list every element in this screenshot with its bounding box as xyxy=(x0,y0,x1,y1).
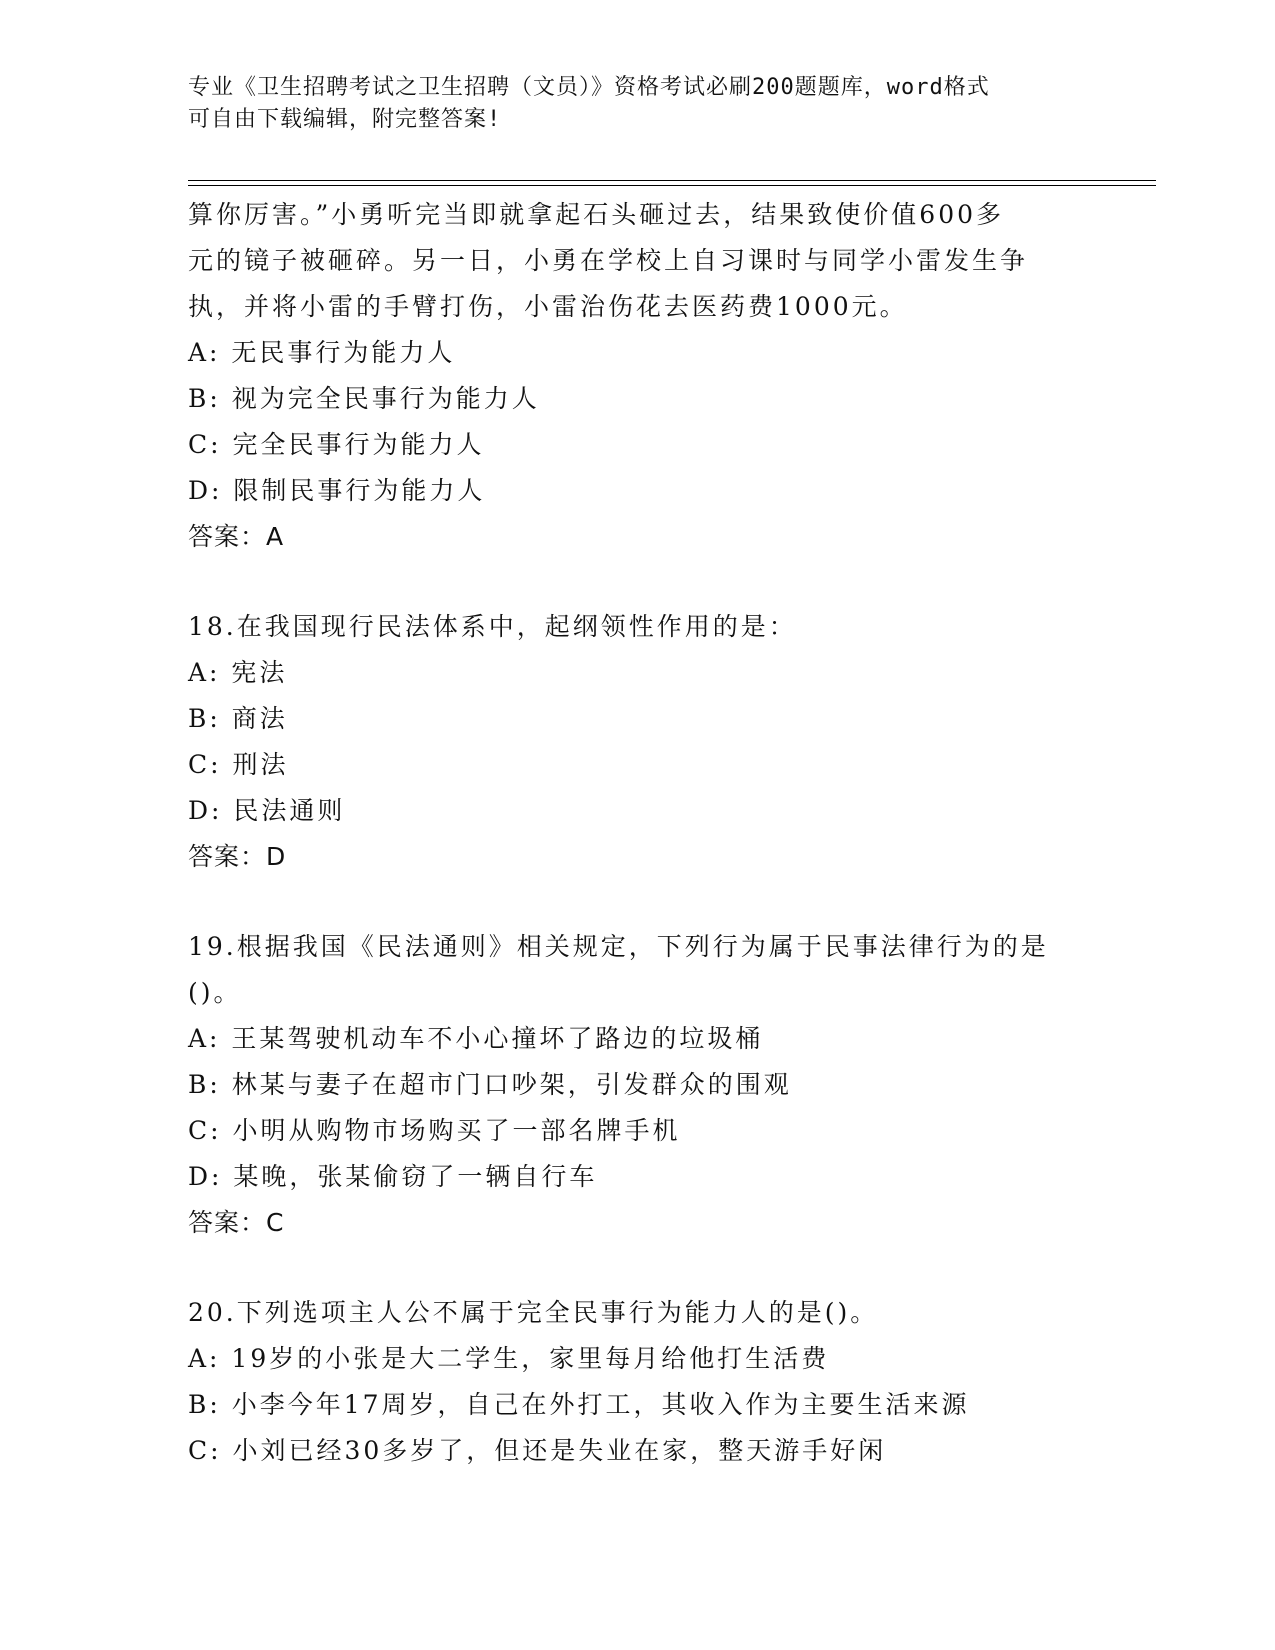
question-18 xyxy=(188,604,1088,880)
option-a: A: 宪法 xyxy=(188,658,288,687)
header-divider-bottom xyxy=(188,185,1156,186)
option-d: D: 某晚，张某偷窃了一辆自行车 xyxy=(188,1162,598,1191)
option-a: A: 无民事行为能力人 xyxy=(188,338,456,367)
answer-label: 答案：A xyxy=(188,522,285,551)
document-header xyxy=(188,72,1088,136)
option-a: A: 19岁的小张是大二学生，家里每月给他打生活费 xyxy=(188,1344,830,1373)
option-d: D: 限制民事行为能力人 xyxy=(188,476,486,505)
option-b: B: 小李今年17周岁，自己在外打工，其收入作为主要生活来源 xyxy=(188,1390,970,1419)
answer-label: 答案：D xyxy=(188,842,287,871)
option-c: C: 完全民事行为能力人 xyxy=(188,430,485,459)
question-text-line: 20.下列选项主人公不属于完全民事行为能力人的是()。 xyxy=(188,1298,879,1327)
header-divider-top xyxy=(188,180,1156,181)
option-c: C: 刑法 xyxy=(188,750,289,779)
option-c: C: 小刘已经30多岁了，但还是失业在家，整天游手好闲 xyxy=(188,1436,887,1465)
question-content xyxy=(188,192,1088,1474)
option-a: A: 王某驾驶机动车不小心撞坏了路边的垃圾桶 xyxy=(188,1024,764,1053)
question-text-line: 19.根据我国《民法通则》相关规定，下列行为属于民事法律行为的是 xyxy=(188,932,1049,961)
option-b: B: 视为完全民事行为能力人 xyxy=(188,384,540,413)
option-b: B: 商法 xyxy=(188,704,288,733)
question-20 xyxy=(188,1290,1088,1474)
header-title-line-1: 专业《卫生招聘考试之卫生招聘（文员）》资格考试必刷200题题库，word格式 xyxy=(188,75,990,100)
question-text-line: 算你厉害。”小勇听完当即就拿起石头砸过去，结果致使价值600多 xyxy=(188,200,1005,229)
answer-label: 答案：C xyxy=(188,1208,285,1237)
option-d: D: 民法通则 xyxy=(188,796,346,825)
question-text-line: 元的镜子被砸碎。另一日，小勇在学校上自习课时与同学小雷发生争 xyxy=(188,246,1029,275)
question-19 xyxy=(188,924,1088,1246)
question-text-line: 执，并将小雷的手臂打伤，小雷治伤花去医药费1000元。 xyxy=(188,292,908,321)
question-17-continuation xyxy=(188,192,1088,560)
question-text-line: 18.在我国现行民法体系中，起纲领性作用的是： xyxy=(188,612,797,641)
option-b: B: 林某与妻子在超市门口吵架，引发群众的围观 xyxy=(188,1070,792,1099)
header-title-line-2: 可自由下载编辑，附完整答案! xyxy=(188,107,502,132)
option-c: C: 小明从购物市场购买了一部名牌手机 xyxy=(188,1116,681,1145)
question-text-line: ()。 xyxy=(188,978,242,1007)
